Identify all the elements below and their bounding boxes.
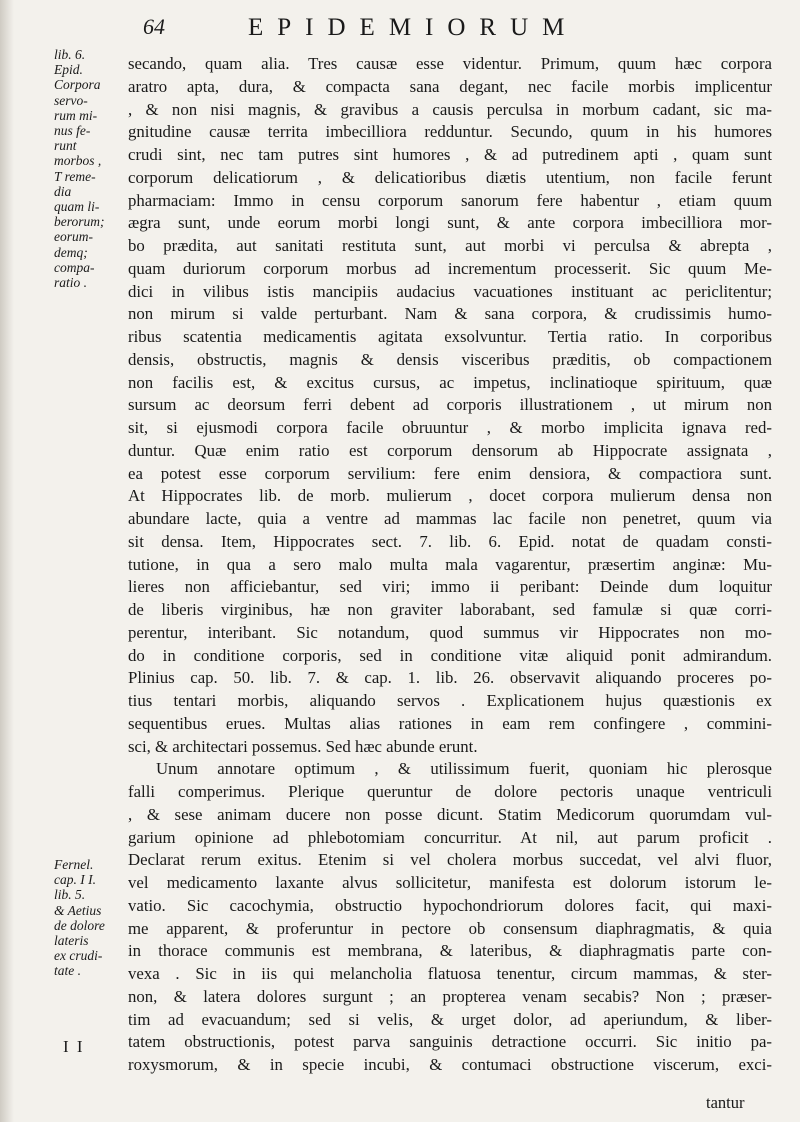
text-line: abundare lacte, quia a ventre ad mammas lac facile non penetret, quum via <box>128 509 772 528</box>
text-line: , & sese animam ducere non posse dicunt. Statim Medicorum quorumdam vul- <box>128 804 772 824</box>
text-line: , & non nisi magnis, & gravibus a causis perculsa in morbum cadant, sic ma- <box>128 99 772 119</box>
text-line: Plinius cap. 50. lib. 7. & cap. 1. lib. 26. observavit aliquando proceres po- <box>128 668 772 688</box>
text-line: roxysmorum, & in specie incubi, & contumaci obstructione viscerum, exci- <box>128 1055 772 1074</box>
text-line: quam duriorum corporum morbus ad incrementum processerit. Sic quum Me- <box>128 258 772 278</box>
text-line: ribus scatentia medicamentis agitata exsolvuntur. Tertia ratio. In corporibus <box>128 327 772 346</box>
text-line: vatio. Sic cacochymia, obstructio hypochondriorum dolores facit, qui maxi- <box>128 895 772 915</box>
margin-note-line: de dolore <box>54 917 105 933</box>
margin-note-line: T reme- <box>54 168 96 184</box>
margin-note-line: runt <box>54 138 77 154</box>
text-line: corporum delicatiorum , & delicatioribus diætis utentium, non facile ferunt <box>128 167 772 187</box>
text-line: non mirum si valde perturbant. Nam & sana corpora, & crudissimis humo- <box>128 304 772 324</box>
margin-note-line: Corpora <box>54 77 101 93</box>
text-line: densis, obstructis, magnis & densis visceribus præditis, ob compactionem <box>128 349 772 369</box>
text-line: vel medicamento laxante alvus sollicitetur, manifesta est dolorum istorum le- <box>128 873 772 892</box>
margin-note-line: Fernel. <box>54 857 94 872</box>
margin-note-line: lib. 6. <box>54 47 86 62</box>
margin-note-line: morbos , <box>54 153 102 169</box>
margin-note-line: servo- <box>54 92 88 108</box>
text-line: falli comperimus. Plerique queruntur de dolore pectoris unaque ventriculi <box>128 782 772 801</box>
text-line: duntur. Quæ enim ratio est corporum densorum ab Hippocrate assignata , <box>128 440 772 460</box>
text-line: sci, & architectari possemus. Sed hæc abunde erunt. <box>128 736 478 756</box>
text-line: sit densa. Item, Hippocrates sect. 7. lib. 6. Epid. notat de quadam consti- <box>128 531 772 551</box>
margin-note-line: compa- <box>54 259 95 275</box>
text-line: me apparent, & proferuntur in pectore ob consensum diaphragmatis, & quia <box>128 918 772 938</box>
margin-note-1 <box>54 47 136 290</box>
margin-note-line: tate . <box>54 963 81 979</box>
page-number: 64 <box>143 14 165 39</box>
margin-note-line: demq; <box>54 244 88 260</box>
body-text <box>128 53 772 1077</box>
text-line: do in conditione corporis, sed in conditione vitæ aliquid ponit admirandum. <box>128 645 772 665</box>
text-line: garium opinione ad phlebotomiam concurritur. At nil, aut parum proficit . <box>128 827 772 847</box>
signature-mark: I I <box>63 1037 85 1056</box>
text-line: bo prædita, aut sanitati restituta sunt, aut morbi vi perculsa & abrepta , <box>128 236 772 255</box>
text-line: secando, quam alia. Tres causæ esse videntur. Primum, quum hæc corpora <box>128 54 772 73</box>
text-line: sequentibus erues. Multas alias rationes in eam rem confingere , commini- <box>128 713 772 733</box>
text-line: pharmaciam: Immo in censu corporum sanorum fere habentur , etiam quum <box>128 190 772 210</box>
page-gutter-shadow <box>0 0 14 1122</box>
margin-note-line: dia <box>54 183 72 199</box>
text-line: ea potest esse corporum servilium: fere enim densiora, & compactiora sunt. <box>128 463 772 483</box>
running-title: EPIDEMIORUM <box>248 14 579 41</box>
text-line: tutione, in qua a sero malo multa mala vagarentur, præsertim anginæ: Mu- <box>128 554 772 574</box>
margin-note-2 <box>54 857 136 979</box>
text-line: de liberis virginibus, hæ non graviter laborabant, sed famulæ si quæ corri- <box>128 600 772 619</box>
margin-note-line: ratio . <box>54 275 88 291</box>
text-line: tim ad evacuandum; sed si velis, & urget dolor, ad aperiundum, & liber- <box>128 1009 772 1029</box>
margin-note-line: Epid. <box>54 62 83 78</box>
text-line: crudi sint, nec tam putres sint humores , & ad putredinem apti , quam sunt <box>128 145 772 164</box>
text-line: dici in vilibus istis mancipiis audacius vacuationes instituant ac periclitentur; <box>128 281 772 301</box>
margin-note-line: eorum- <box>54 229 93 245</box>
text-line: gnitudine causæ territa imbecilliora redduntur. Secundo, quum in his humores <box>128 122 772 142</box>
text-line: tius tentari morbis, aliquando servos . Explicationem hujus quæstionis ex <box>128 691 772 710</box>
text-line: Declarat rerum exitus. Etenim si vel cholera morbus succedat, vel alvi fluor, <box>128 850 772 870</box>
text-line: ægra sunt, unde eorum morbi longi sunt, & ante corpora imbecilliora mor- <box>128 213 772 233</box>
margin-note-line: & Aetius <box>54 902 102 918</box>
margin-note-line: lib. 5. <box>54 887 86 903</box>
text-line: in thorace communis est membrana, & lateribus, & diaphragmatis parte con- <box>128 941 772 961</box>
margin-note-line: quam li- <box>54 199 100 215</box>
text-line: tatem obstructionis, potest parva sanguinis detractione occurri. Sic initio pa- <box>128 1032 772 1052</box>
text-line: aratro apta, dura, & compacta sana degant, nec facile morbis implicentur <box>128 76 772 96</box>
margin-note-line: lateris <box>54 933 89 949</box>
text-line: lieres non afficiebantur, sed viri; immo ii peribant: Deinde dum loquitur <box>128 577 772 597</box>
margin-note-line: berorum; <box>54 214 105 230</box>
margin-note-line: nus fe- <box>54 123 91 139</box>
margin-note-line: ex crudi- <box>54 948 103 964</box>
margin-note-line: cap. I I. <box>54 872 96 888</box>
text-line: At Hippocrates lib. de morb. mulierum , docet corpora mulierum densa non <box>128 486 772 506</box>
text-line: sursum ac deorsum ferri debent ad corporis illustrationem , ut mirum non <box>128 395 772 415</box>
text-line: vexa . Sic in iis qui melancholia flatuosa tenentur, circum mammas, & ster- <box>128 964 772 983</box>
catchword: tantur <box>706 1093 745 1112</box>
text-line: non, & latera dolores surgunt ; an propterea venam secabis? Non ; præser- <box>128 986 772 1006</box>
text-line: sit, si ejusmodi corpora facile obruuntur , & morbo implicita ignava red- <box>128 418 772 437</box>
text-line: perentur, interibant. Sic notandum, quod summus vir Hippocrates non mo- <box>128 622 772 642</box>
paragraph-start-line: Unum annotare optimum , & utilissimum fuerit, quoniam hic plerosque <box>156 759 772 779</box>
margin-note-line: rum mi- <box>54 107 98 123</box>
text-line: non facilis est, & excitus cursus, ac impetus, inclinatioque spirituum, quæ <box>128 372 772 392</box>
